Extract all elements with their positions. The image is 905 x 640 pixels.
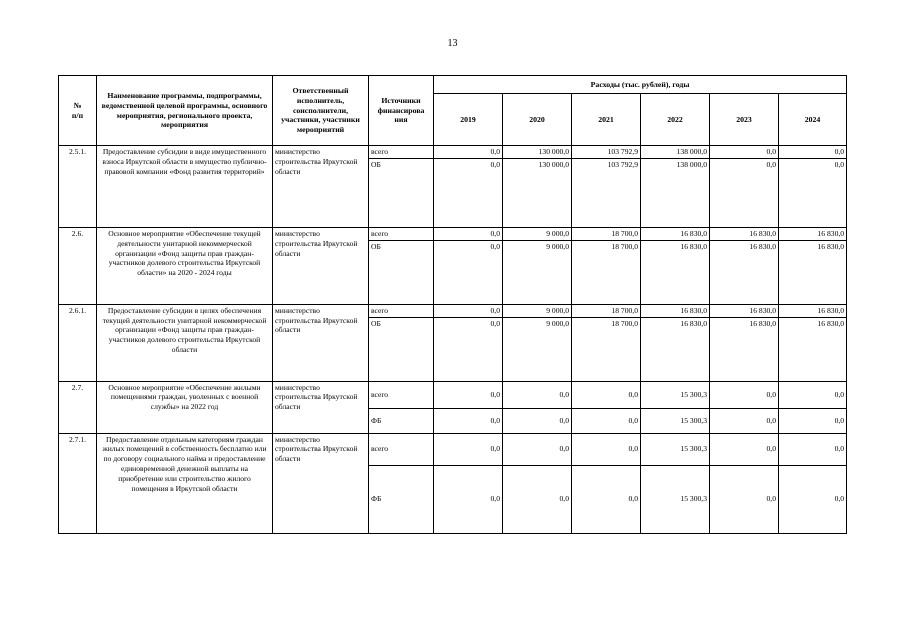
value-cell: 0,0	[503, 465, 572, 533]
source-cell: ОБ	[369, 240, 434, 304]
value-cell: 0,0	[779, 146, 847, 159]
row-number: 2.6.1.	[59, 304, 97, 381]
value-cell: 16 830,0	[779, 304, 847, 317]
value-cell: 0,0	[710, 158, 779, 227]
value-cell: 0,0	[434, 465, 503, 533]
row-name: Основное мероприятие «Обеспечение текущей деятельности унитарной некоммерческой организации «Фонд защиты прав граждан-участников долевого строительства Иркутской области» на 2020 - 2024 годы	[97, 227, 273, 304]
row-name: Предоставление субсидии в виде имущественного взноса Иркутской области в имущество публично-правовой компании «Фонд развития территорий»	[97, 146, 273, 228]
value-cell: 15 300,3	[641, 381, 710, 408]
header-responsible: Ответственный исполнитель, соисполнители, участники, участники мероприятий	[273, 76, 369, 146]
value-cell: 18 700,0	[572, 304, 641, 317]
value-cell: 0,0	[572, 465, 641, 533]
value-cell: 138 000,0	[641, 146, 710, 159]
value-cell: 0,0	[434, 227, 503, 240]
value-cell: 138 000,0	[641, 158, 710, 227]
table-row	[59, 304, 847, 317]
value-cell: 130 000,0	[503, 146, 572, 159]
value-cell: 0,0	[434, 381, 503, 408]
value-cell: 0,0	[503, 433, 572, 465]
row-number: 2.6.	[59, 227, 97, 304]
source-cell: всего	[369, 381, 434, 408]
header-year: 2019	[434, 94, 503, 146]
row-responsible: министерство строительства Иркутской области	[273, 381, 369, 433]
value-cell: 16 830,0	[779, 240, 847, 304]
value-cell: 0,0	[779, 381, 847, 408]
value-cell: 0,0	[572, 433, 641, 465]
page-number: 13	[447, 38, 458, 49]
value-cell: 0,0	[434, 146, 503, 159]
value-cell: 0,0	[434, 304, 503, 317]
header-name: Наименование программы, подпрограммы, ведомственной целевой программы, основного мероприятия, регионального проекта, мероприятия	[97, 76, 273, 146]
table-row	[59, 146, 847, 159]
table-row	[59, 433, 847, 465]
row-number: 2.7.1.	[59, 433, 97, 533]
value-cell: 16 830,0	[710, 227, 779, 240]
source-cell: всего	[369, 304, 434, 317]
header-year: 2021	[572, 94, 641, 146]
source-cell: ФБ	[369, 465, 434, 533]
value-cell: 0,0	[710, 465, 779, 533]
row-responsible: министерство строительства Иркутской области	[273, 304, 369, 381]
value-cell: 0,0	[434, 408, 503, 433]
value-cell: 0,0	[710, 408, 779, 433]
header-no: № п/п	[59, 76, 97, 146]
value-cell: 0,0	[710, 146, 779, 159]
value-cell: 9 000,0	[503, 227, 572, 240]
value-cell: 9 000,0	[503, 317, 572, 381]
value-cell: 0,0	[779, 433, 847, 465]
value-cell: 16 830,0	[779, 227, 847, 240]
value-cell: 18 700,0	[572, 227, 641, 240]
value-cell: 16 830,0	[710, 240, 779, 304]
value-cell: 16 830,0	[710, 317, 779, 381]
value-cell: 16 830,0	[641, 227, 710, 240]
value-cell: 103 792,9	[572, 158, 641, 227]
row-number: 2.5.1.	[59, 146, 97, 228]
value-cell: 0,0	[779, 465, 847, 533]
value-cell: 9 000,0	[503, 240, 572, 304]
value-cell: 0,0	[572, 381, 641, 408]
source-cell: ФБ	[369, 408, 434, 433]
table-row	[59, 381, 847, 408]
value-cell: 0,0	[572, 408, 641, 433]
row-responsible: министерство строительства Иркутской области	[273, 433, 369, 533]
value-cell: 16 830,0	[779, 317, 847, 381]
header-year: 2022	[641, 94, 710, 146]
value-cell: 0,0	[434, 240, 503, 304]
value-cell: 9 000,0	[503, 304, 572, 317]
row-responsible: министерство строительства Иркутской области	[273, 227, 369, 304]
value-cell: 0,0	[503, 408, 572, 433]
source-cell: ОБ	[369, 158, 434, 227]
source-cell: всего	[369, 227, 434, 240]
value-cell: 0,0	[434, 158, 503, 227]
row-responsible: министерство строительства Иркутской области	[273, 146, 369, 228]
value-cell: 0,0	[779, 158, 847, 227]
value-cell: 16 830,0	[641, 240, 710, 304]
row-number: 2.7.	[59, 381, 97, 433]
value-cell: 0,0	[434, 317, 503, 381]
value-cell: 18 700,0	[572, 317, 641, 381]
header-year: 2023	[710, 94, 779, 146]
header-year: 2020	[503, 94, 572, 146]
source-cell: всего	[369, 146, 434, 159]
row-name: Предоставление субсидии в целях обеспечения текущей деятельности унитарной некоммерческой организации «Фонд защиты прав граждан-участников долевого строительства Иркутской области	[97, 304, 273, 381]
value-cell: 0,0	[503, 381, 572, 408]
value-cell: 18 700,0	[572, 240, 641, 304]
source-cell: ОБ	[369, 317, 434, 381]
value-cell: 16 830,0	[710, 304, 779, 317]
header-source: Источники финансирова ния	[369, 76, 434, 146]
value-cell: 16 830,0	[641, 317, 710, 381]
table-row	[59, 227, 847, 240]
value-cell: 130 000,0	[503, 158, 572, 227]
value-cell: 0,0	[779, 408, 847, 433]
value-cell: 103 792,9	[572, 146, 641, 159]
header-year: 2024	[779, 94, 847, 146]
budget-table	[58, 75, 847, 534]
row-name: Предоставление отдельным категориям граждан жилых помещений в собственность бесплатно или по договору социального найма и предоставление единовременной денежной выплаты на приобретение или строительство жилого помещения в Иркутской области	[97, 433, 273, 533]
value-cell: 15 300,3	[641, 465, 710, 533]
source-cell: всего	[369, 433, 434, 465]
value-cell: 0,0	[710, 381, 779, 408]
value-cell: 15 300,3	[641, 433, 710, 465]
value-cell: 0,0	[710, 433, 779, 465]
value-cell: 15 300,3	[641, 408, 710, 433]
header-expenses: Расходы (тыс. рублей), годы	[434, 76, 847, 94]
value-cell: 16 830,0	[641, 304, 710, 317]
row-name: Основное мероприятие «Обеспечение жилыми помещениями граждан, уволенных с военной службы» на 2022 год	[97, 381, 273, 433]
value-cell: 0,0	[434, 433, 503, 465]
